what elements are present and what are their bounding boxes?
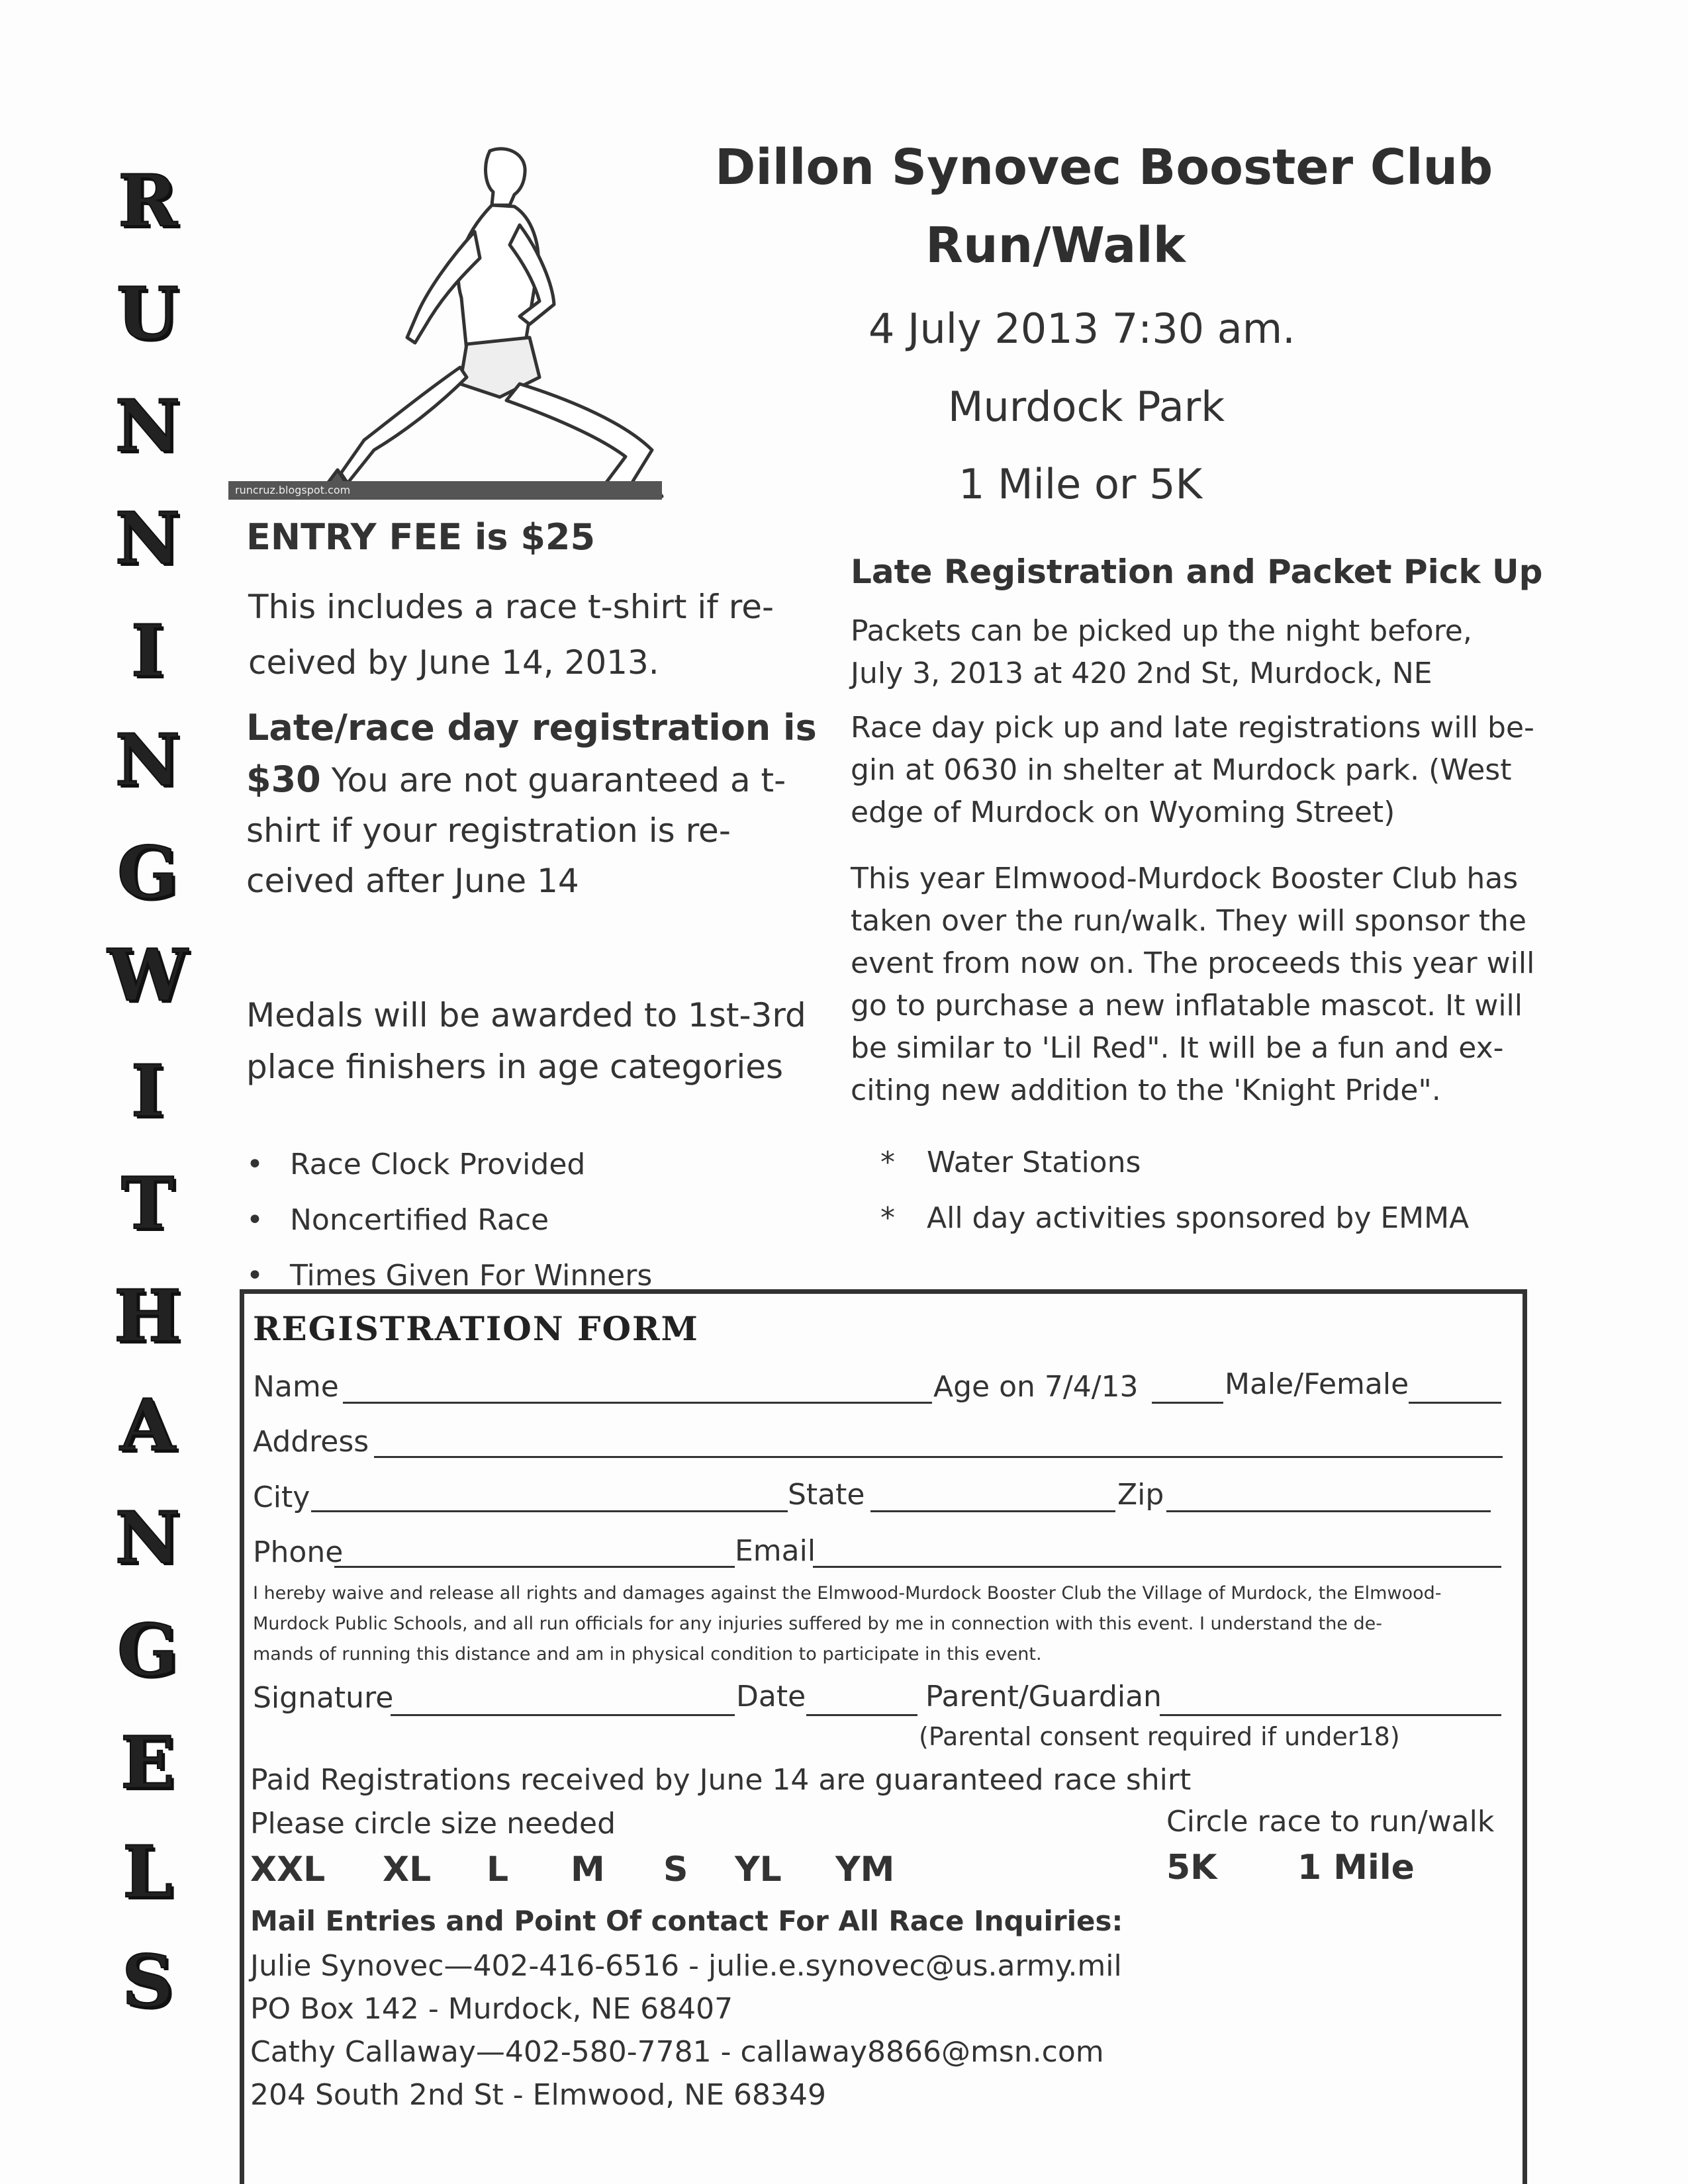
tshirt-note-line: ceived by June 14, 2013. xyxy=(248,643,659,682)
side-letter: L xyxy=(122,1831,173,1914)
booster-club-note xyxy=(851,858,1534,1112)
phone-field[interactable] xyxy=(334,1566,735,1568)
address-cathy: 204 South 2nd St - Elmwood, NE 68349 xyxy=(250,2078,826,2112)
email-field[interactable] xyxy=(813,1566,1501,1568)
city-label: City xyxy=(253,1480,310,1514)
address-field[interactable] xyxy=(374,1456,1503,1458)
date-field[interactable] xyxy=(806,1714,917,1716)
size-option-xl[interactable]: XL xyxy=(383,1850,432,1889)
side-letter: W xyxy=(107,934,188,1017)
side-letter: G xyxy=(117,831,179,915)
paid-registration-note: Paid Registrations received by June 14 are guaranteed race shirt xyxy=(250,1763,1192,1797)
runner-illustration xyxy=(228,139,665,506)
packet-note-line: July 3, 2013 at 420 2nd St, Murdock, NE xyxy=(851,657,1432,690)
side-letter: N xyxy=(115,385,181,468)
late-registration-note xyxy=(246,702,817,906)
waiver-line: I hereby waive and release all rights and damages against the Elmwood-Murdock Booster Club the Village of Murdock, the Elmwood- xyxy=(253,1583,1442,1604)
side-letter: E xyxy=(120,1721,175,1805)
side-letter: S xyxy=(122,1940,173,2023)
waiver-line: Murdock Public Schools, and all run officials for any injuries suffered by me in connection with this event. I understand the de- xyxy=(253,1614,1382,1634)
signature-field[interactable] xyxy=(391,1714,735,1716)
contact-julie: Julie Synovec—402-416-6516 - julie.e.synovec@us.army.mil xyxy=(250,1949,1122,1983)
side-letter: U xyxy=(116,272,179,355)
bullet-item xyxy=(246,1137,652,1193)
amenity-item xyxy=(880,1191,1469,1246)
title-line-1: Dillon Synovec Booster Club xyxy=(715,139,1493,196)
date-label: Date xyxy=(736,1680,806,1713)
size-option-xxl[interactable]: XXL xyxy=(250,1850,326,1889)
sex-label: Male/Female xyxy=(1225,1367,1409,1401)
size-option-s[interactable]: S xyxy=(663,1850,688,1889)
contact-cathy: Cathy Callaway—402-580-7781 - callaway8866@msn.com xyxy=(250,2035,1104,2069)
late-registration-heading: Late Registration and Packet Pick Up xyxy=(851,553,1543,591)
tshirt-note-line: This includes a race t-shirt if re- xyxy=(248,588,774,626)
bullet-text: Race Clock Provided xyxy=(290,1148,586,1181)
side-letter: H xyxy=(113,1275,182,1358)
packet-note-line: Packets can be picked up the night before, xyxy=(851,614,1472,648)
event-date-time: 4 July 2013 7:30 am. xyxy=(868,304,1295,353)
bullet-text: Noncertified Race xyxy=(290,1203,549,1237)
club-note-line: be similar to 'Lil Red". It will be a fun and ex- xyxy=(851,1031,1504,1065)
size-option-yl[interactable]: YL xyxy=(735,1850,782,1889)
waiver-text xyxy=(253,1578,1441,1670)
medals-note-line: place finishers in age categories xyxy=(246,1048,784,1086)
bullet-item xyxy=(246,1193,652,1248)
bullet-icon: • xyxy=(246,1259,263,1293)
address-label: Address xyxy=(253,1425,369,1459)
image-credit-bar xyxy=(228,481,662,500)
age-field[interactable] xyxy=(1152,1402,1223,1404)
circle-race-label: Circle race to run/walk xyxy=(1166,1805,1495,1839)
late-note-line: shirt if your registration is re- xyxy=(246,811,731,850)
late-note-text: You are not guaranteed a t- xyxy=(320,761,786,799)
side-letter: I xyxy=(130,610,165,693)
signature-label: Signature xyxy=(253,1681,394,1715)
size-option-l[interactable]: L xyxy=(487,1850,509,1889)
parent-field[interactable] xyxy=(1160,1714,1501,1716)
amenity-text: Water Stations xyxy=(927,1146,1141,1179)
image-credit: runcruz.blogspot.com xyxy=(235,484,351,496)
club-note-line: This year Elmwood-Murdock Booster Club has xyxy=(851,862,1519,895)
late-fee: $30 xyxy=(246,758,321,800)
sex-field[interactable] xyxy=(1409,1402,1501,1404)
amenity-item xyxy=(880,1135,1469,1191)
race-option-1-mile[interactable]: 1 Mile xyxy=(1297,1848,1415,1888)
event-location: Murdock Park xyxy=(948,383,1225,431)
bullet-text: Times Given For Winners xyxy=(290,1259,653,1293)
side-letter: A xyxy=(120,1384,175,1467)
side-letter: R xyxy=(118,159,177,243)
zip-label: Zip xyxy=(1117,1478,1164,1512)
state-label: State xyxy=(788,1478,865,1512)
late-note-line xyxy=(246,754,817,805)
phone-label: Phone xyxy=(253,1535,344,1569)
bullet-icon: • xyxy=(246,1148,263,1181)
zip-field[interactable] xyxy=(1166,1510,1491,1512)
name-label: Name xyxy=(253,1370,339,1404)
late-note-heading: Late/race day registration is xyxy=(246,707,817,749)
club-note-line: event from now on. The proceeds this year will xyxy=(851,946,1535,980)
city-field[interactable] xyxy=(311,1510,788,1512)
club-note-line: taken over the run/walk. They will sponsor the xyxy=(851,904,1526,938)
name-field[interactable] xyxy=(343,1402,932,1404)
parental-consent-note: (Parental consent required if under18) xyxy=(919,1722,1400,1751)
club-note-line: citing new addition to the 'Knight Pride". xyxy=(851,1073,1441,1107)
mail-heading: Mail Entries and Point Of contact For All Race Inquiries: xyxy=(250,1905,1123,1937)
event-distance: 1 Mile or 5K xyxy=(959,460,1203,508)
club-note-line: go to purchase a new inflatable mascot. It will xyxy=(851,989,1523,1023)
medals-note-line: Medals will be awarded to 1st-3rd xyxy=(246,996,806,1034)
state-field[interactable] xyxy=(870,1510,1115,1512)
size-option-m[interactable]: M xyxy=(571,1850,605,1889)
race-option-5k[interactable]: 5K xyxy=(1166,1848,1217,1888)
side-letter: I xyxy=(130,1050,165,1133)
asterisk-icon: * xyxy=(880,1201,895,1235)
side-letter: T xyxy=(120,1162,175,1246)
medals-note xyxy=(246,989,806,1093)
waiver-line: mands of running this distance and am in physical condition to participate in this event. xyxy=(253,1644,1042,1664)
form-heading: REGISTRATION FORM xyxy=(253,1309,699,1348)
address-julie: PO Box 142 - Murdock, NE 68407 xyxy=(250,1992,733,2026)
age-label: Age on 7/4/13 xyxy=(933,1370,1139,1404)
runner-icon xyxy=(228,139,665,506)
late-note-line: ceived after June 14 xyxy=(246,862,579,900)
circle-size-label: Please circle size needed xyxy=(250,1807,616,1841)
parent-label: Parent/Guardian xyxy=(925,1680,1162,1713)
race-day-line: Race day pick up and late registrations will be- xyxy=(851,711,1534,745)
race-day-note xyxy=(851,707,1534,834)
side-letter: N xyxy=(115,719,181,802)
side-letter: N xyxy=(115,497,181,580)
amenity-list xyxy=(880,1135,1469,1246)
size-option-ym[interactable]: YM xyxy=(835,1850,895,1889)
title-line-2: Run/Walk xyxy=(925,217,1186,274)
amenity-text: All day activities sponsored by EMMA xyxy=(927,1201,1470,1235)
feature-bullets xyxy=(246,1137,652,1304)
tshirt-note xyxy=(248,579,774,690)
side-letter: G xyxy=(117,1609,179,1692)
entry-fee: ENTRY FEE is $25 xyxy=(246,516,596,558)
race-day-line: gin at 0630 in shelter at Murdock park. (West xyxy=(851,753,1512,787)
asterisk-icon: * xyxy=(880,1146,895,1179)
race-day-line: edge of Murdock on Wyoming Street) xyxy=(851,796,1395,829)
packet-pickup-note xyxy=(851,610,1472,695)
email-label: Email xyxy=(735,1534,816,1568)
bullet-icon: • xyxy=(246,1203,263,1237)
side-letter: N xyxy=(115,1496,181,1580)
